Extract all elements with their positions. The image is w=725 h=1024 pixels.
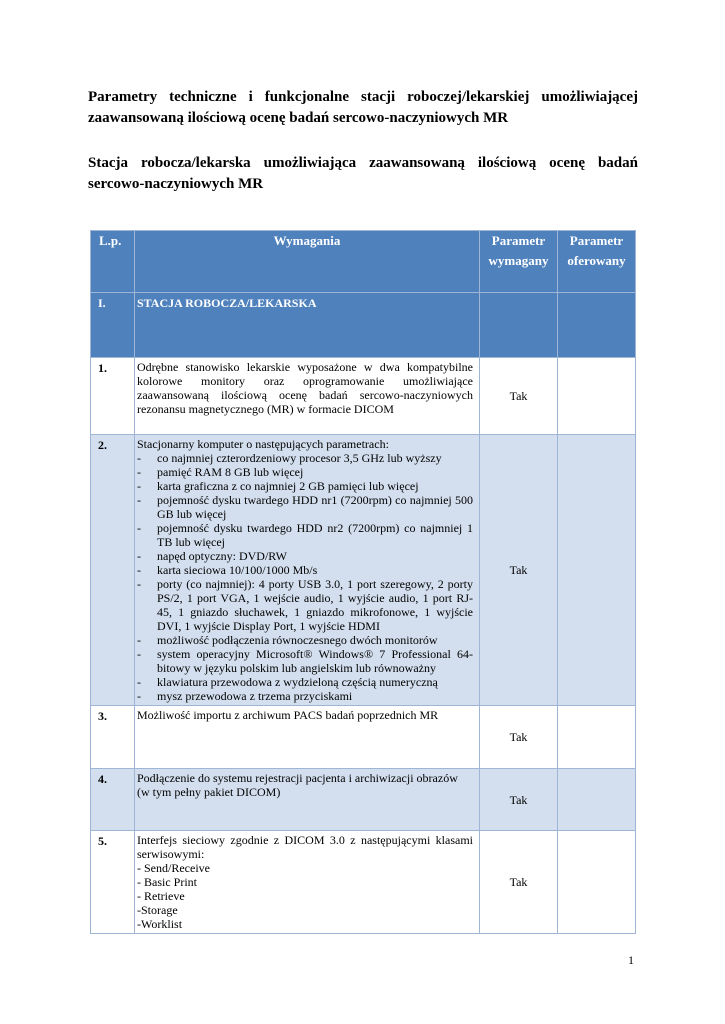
row-line: - Send/Receive: [137, 861, 210, 875]
list-item: - pojemność dysku twardego HDD nr2 (7200rpm) co najmniej 1 TB lub więcej: [137, 521, 473, 549]
list-item: - co najmniej czterordzeniowy procesor 3,5 GHz lub wyższy: [137, 451, 473, 465]
section-heading: STACJA ROBOCZA/LEKARSKA: [135, 293, 480, 358]
row-offered-value: [558, 435, 636, 706]
list-item: - możliwość podłączenia równoczesnego dwóch monitorów: [137, 633, 473, 647]
row-number: 2.: [91, 435, 135, 706]
section-row: [91, 293, 636, 358]
row-line: (w tym pełny pakiet DICOM): [137, 785, 281, 799]
section-offered-cell: [558, 293, 636, 358]
row-required-value: Tak: [480, 706, 558, 769]
list-item: - karta graficzna z co najmniej 2 GB pamięci lub więcej: [137, 479, 473, 493]
list-item: - mysz przewodowa z trzema przyciskami: [137, 689, 473, 703]
row-requirement: [135, 769, 480, 831]
row-number: 4.: [91, 769, 135, 831]
row-intro: Stacjonarny komputer o następujących parametrach:: [137, 437, 389, 451]
row-offered-value: [558, 706, 636, 769]
row-line: -Worklist: [137, 917, 183, 931]
row-number: 1.: [91, 358, 135, 435]
list-item: - porty (co najmniej): 4 porty USB 3.0, 1 port szeregowy, 2 porty PS/2, 1 port VGA, 1 wejście audio, 1 wyjście audio, 1 port RJ-45, 1 gniazdo słuchawek, 1 gniazdo mikrofonowe, 1 wyjście DVI, 1 wyjście Display Port, 1 wyjście HDMI: [137, 577, 473, 633]
row-line: - Retrieve: [137, 889, 185, 903]
section-number: I.: [91, 293, 135, 358]
row-required-value: Tak: [480, 831, 558, 934]
requirements-table: [90, 230, 636, 934]
table-header-row: [91, 231, 636, 293]
list-item: - karta sieciowa 10/100/1000 Mb/s: [137, 563, 473, 577]
row-requirement: Odrębne stanowisko lekarskie wyposażone w dwa kompatybilne kolorowe monitory oraz oprogramowanie umożliwiające zaawansowaną ilościową ocenę badań sercowo-naczyniowych rezonansu magnetycznego (MR) w formacie DICOM: [135, 358, 480, 435]
table-row: [91, 358, 636, 435]
table-row: [91, 706, 636, 769]
row-line: Interfejs sieciowy zgodnie z DICOM 3.0 z następującymi klasami serwisowymi:: [137, 833, 476, 861]
row-line: - Basic Print: [137, 875, 197, 889]
row-required-value: Tak: [480, 769, 558, 831]
row-offered-value: [558, 831, 636, 934]
row-required-value: Tak: [480, 435, 558, 706]
section-required-cell: [480, 293, 558, 358]
table-row: [91, 831, 636, 934]
table-row: [91, 435, 636, 706]
row-line: -Storage: [137, 903, 178, 917]
row-number: 5.: [91, 831, 135, 934]
header-required: Parametr wymagany: [480, 231, 558, 293]
row-requirement: [135, 435, 480, 706]
table-row: [91, 769, 636, 831]
row-number: 3.: [91, 706, 135, 769]
header-lp: L.p.: [91, 231, 135, 293]
spec-list: [137, 451, 473, 703]
row-requirement: [135, 831, 480, 934]
list-item: - napęd optyczny: DVD/RW: [137, 549, 473, 563]
list-item: - system operacyjny Microsoft® Windows® 7 Professional 64-bitowy w języku polskim lub angielskim lub równoważny: [137, 647, 473, 675]
list-item: - klawiatura przewodowa z wydzieloną częścią numeryczną: [137, 675, 473, 689]
document-title: Parametry techniczne i funkcjonalne stacji roboczej/lekarskiej umożliwiającej zaawansowaną ilościową ocenę badań sercowo-naczyniowych MR: [88, 89, 638, 126]
row-requirement: Możliwość importu z archiwum PACS badań poprzednich MR: [135, 706, 480, 769]
header-requirements: Wymagania: [135, 231, 480, 293]
row-line: Podłączenie do systemu rejestracji pacjenta i archiwizacji obrazów: [137, 771, 458, 785]
row-offered-value: [558, 769, 636, 831]
page-number: 1: [628, 953, 634, 967]
list-item: - pojemność dysku twardego HDD nr1 (7200rpm) co najmniej 500 GB lub więcej: [137, 493, 473, 521]
row-offered-value: [558, 358, 636, 435]
section-title: Stacja robocza/lekarska umożliwiająca zaawansowaną ilościową ocenę badań sercowo-naczyniowych MR: [88, 155, 638, 192]
header-offered: Parametr oferowany: [558, 231, 636, 293]
list-item: - pamięć RAM 8 GB lub więcej: [137, 465, 473, 479]
row-required-value: Tak: [480, 358, 558, 435]
